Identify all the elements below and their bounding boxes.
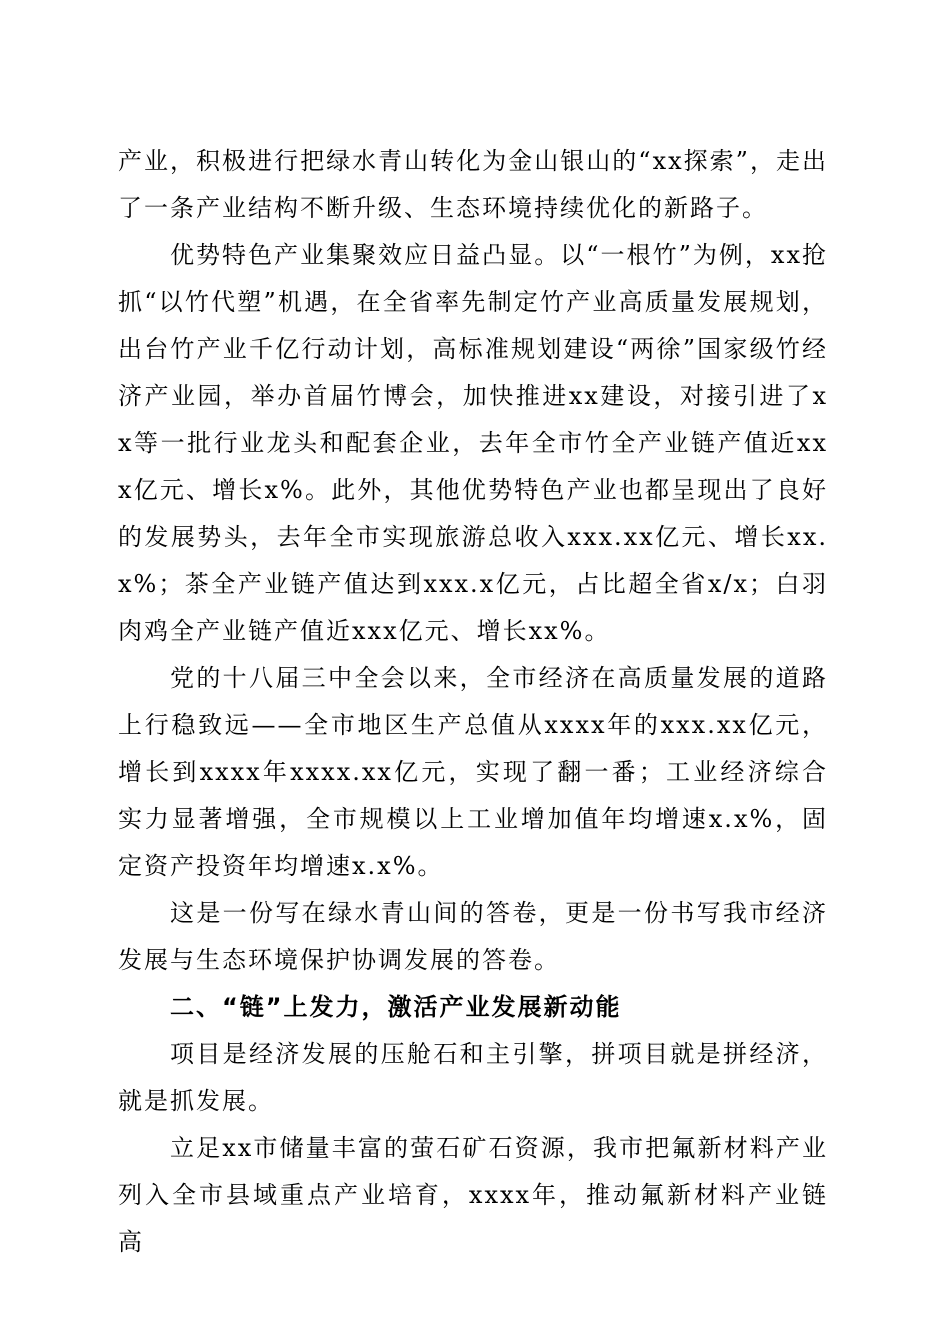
paragraph-economic-growth: 党的十八届三中全会以来，全市经济在高质量发展的道路上行稳致远——全市地区生产总值从xxxx年的xxx.xx亿元，增长到xxxx年xxxx.xx亿元，实现了翻一番；工业经济综合实力显著增强，全市规模以上工业增加值年均增速x.x%，固定资产投资年均增速x.x%。 [118,664,828,880]
paragraph-bamboo-industry: 优势特色产业集聚效应日益凸显。以“一根竹”为例，xx抢抓“以竹代塑”机遇，在全省率先制定竹产业高质量发展规划，出台竹产业千亿行动计划，高标准规划建设“两徐”国家级竹经济产业园，举办首届竹博会，加快推进xx建设，对接引进了xx等一批行业龙头和配套企业，去年全市竹全产业链产值近xxx亿元、增长x%。此外，其他优势特色产业也都呈现出了良好的发展势头，去年全市实现旅游总收入xxx.xx亿元、增长xx.x%；茶全产业链产值达到xxx.x亿元，占比超全省x/x；白羽肉鸡全产业链产值近xxx亿元、增长xx%。 [118,241,828,645]
paragraph-summary: 这是一份写在绿水青山间的答卷，更是一份书写我市经济发展与生态环境保护协调发展的答卷。 [118,899,828,974]
paragraph-fluorine-materials: 立足xx市储量丰富的萤石矿石资源，我市把氟新材料产业列入全市县域重点产业培育，xxxx年，推动氟新材料产业链高 [118,1134,828,1256]
section-heading: 二、“链”上发力，激活产业发展新动能 [170,993,622,1021]
paragraph-continuation: 产业，积极进行把绿水青山转化为金山银山的“xx探索”，走出了一条产业结构不断升级、生态环境持续优化的新路子。 [118,147,828,222]
document-body [118,138,828,1266]
paragraph-projects: 项目是经济发展的压舱石和主引擎，拼项目就是拼经济，就是抓发展。 [118,1040,828,1115]
